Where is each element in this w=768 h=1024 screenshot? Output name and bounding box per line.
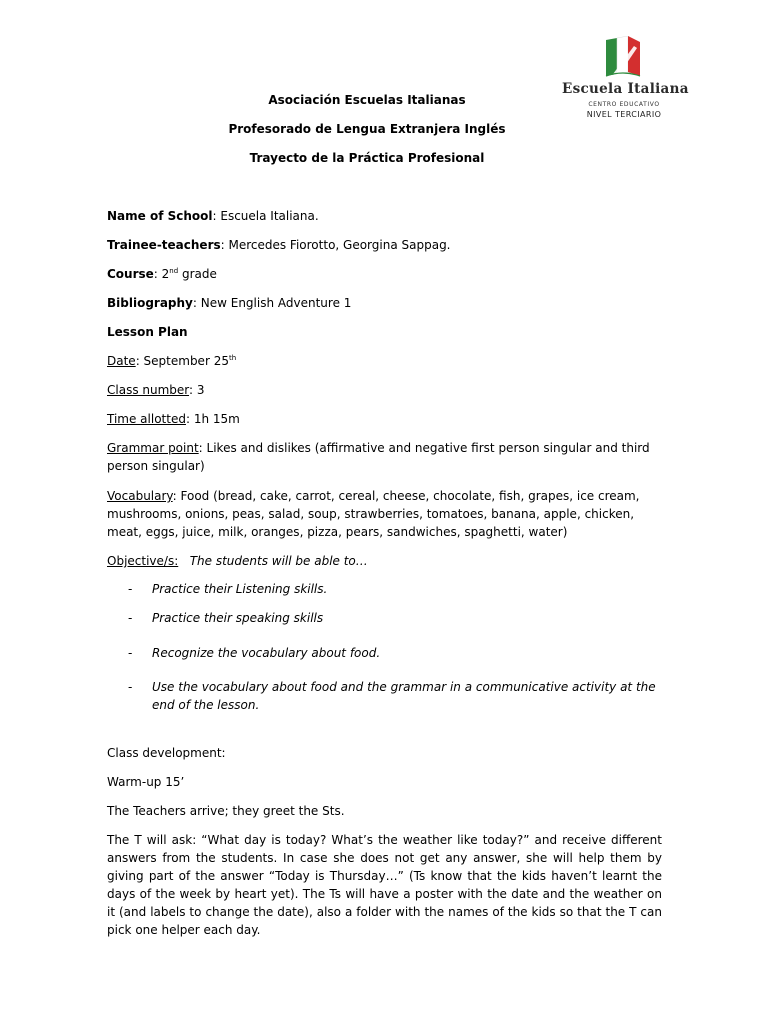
field-course-value: : 2: [153, 267, 170, 281]
field-school-label: Name of School: [107, 209, 213, 223]
objective-item: Practice their Listening skills.: [152, 582, 328, 596]
development-paragraph: The Teachers arrive; they greet the Sts.: [107, 804, 345, 818]
field-trainees-value: : Mercedes Fiorotto, Georgina Sappag.: [220, 238, 451, 252]
field-time: [107, 410, 662, 428]
field-objectives-intro: The students will be able to…: [189, 554, 368, 568]
objective-item: Use the vocabulary about food and the grammar in a communicative activity at the end of the lesson.: [152, 680, 656, 712]
objective-dash: -: [128, 680, 133, 694]
field-time-value: : 1h 15m: [185, 412, 240, 426]
objective-item: Recognize the vocabulary about food.: [152, 646, 381, 660]
header-program: Profesorado de Lengua Extranjera Inglés: [228, 122, 506, 136]
field-vocabulary: [107, 487, 662, 541]
lesson-plan-heading: Lesson Plan: [107, 325, 188, 339]
development-paragraph: The T will ask: “What day is today? What’s the weather like today?” and receive different answers from the students. In case she does not get any answer, she will help them by giving part of the answer “Today is Thursday…” (Ts know that the kids haven’t learnt the days of the week by heart yet). The Ts will have a poster with the date and the weather on it (and labels to change the date), also a folder with the names of the kids so that the T can pick one helper each day.: [107, 833, 662, 937]
field-date-label: Date: [107, 354, 136, 368]
field-bibliography: [107, 294, 662, 312]
field-vocabulary-label: Vocabulary: [107, 489, 173, 503]
field-date: [107, 352, 662, 370]
logo-name: Escuela Italiana: [562, 81, 689, 97]
school-logo: [562, 36, 692, 126]
field-grammar: [107, 439, 662, 475]
objective-dash: -: [128, 582, 133, 596]
warmup-heading: Warm-up 15’: [107, 775, 185, 789]
field-objectives: [107, 552, 662, 570]
field-vocabulary-value: : Food (bread, cake, carrot, cereal, cheese, chocolate, fish, grapes, ice cream, mushrooms, onions, peas, salad, soup, strawberries, tomatoes, banana, apple, chicken, meat, eggs, juice, milk, oranges, pizza, pears, sandwiches, spaghetti, water): [107, 489, 640, 539]
field-course: [107, 265, 662, 283]
logo-level: NIVEL TERCIARIO: [586, 110, 662, 119]
header-track: Trayecto de la Práctica Profesional: [249, 151, 485, 165]
field-school-value: : Escuela Italiana.: [212, 209, 319, 223]
field-trainees: [107, 236, 662, 254]
field-class-number: [107, 381, 662, 399]
field-grammar-value: : Likes and dislikes (affirmative and negative first person singular and third person singular): [107, 441, 650, 473]
field-class-number-value: : 3: [189, 383, 205, 397]
objective-item: Practice their speaking skills: [152, 611, 324, 625]
logo-subtitle: CENTRO EDUCATIVO: [588, 101, 660, 108]
field-class-number-label: Class number: [107, 383, 190, 397]
field-grammar-label: Grammar point: [107, 441, 199, 455]
field-date-value: : September 25: [135, 354, 229, 368]
header-association: Asociación Escuelas Italianas: [268, 93, 466, 107]
field-course-label: Course: [107, 267, 154, 281]
field-bibliography-label: Bibliography: [107, 296, 193, 310]
objective-dash: -: [128, 646, 133, 660]
field-time-label: Time allotted: [107, 412, 186, 426]
class-development-title: Class development:: [107, 746, 226, 760]
field-course-grade: grade: [178, 267, 217, 281]
field-course-sup: nd: [169, 267, 179, 275]
field-date-sup: th: [228, 354, 237, 362]
objective-dash: -: [128, 611, 133, 625]
field-bibliography-value: : New English Adventure 1: [192, 296, 352, 310]
flag-book-icon: [604, 36, 642, 78]
field-school: [107, 207, 662, 225]
field-trainees-label: Trainee-teachers: [107, 238, 221, 252]
field-objectives-label: Objective/s:: [107, 554, 179, 568]
